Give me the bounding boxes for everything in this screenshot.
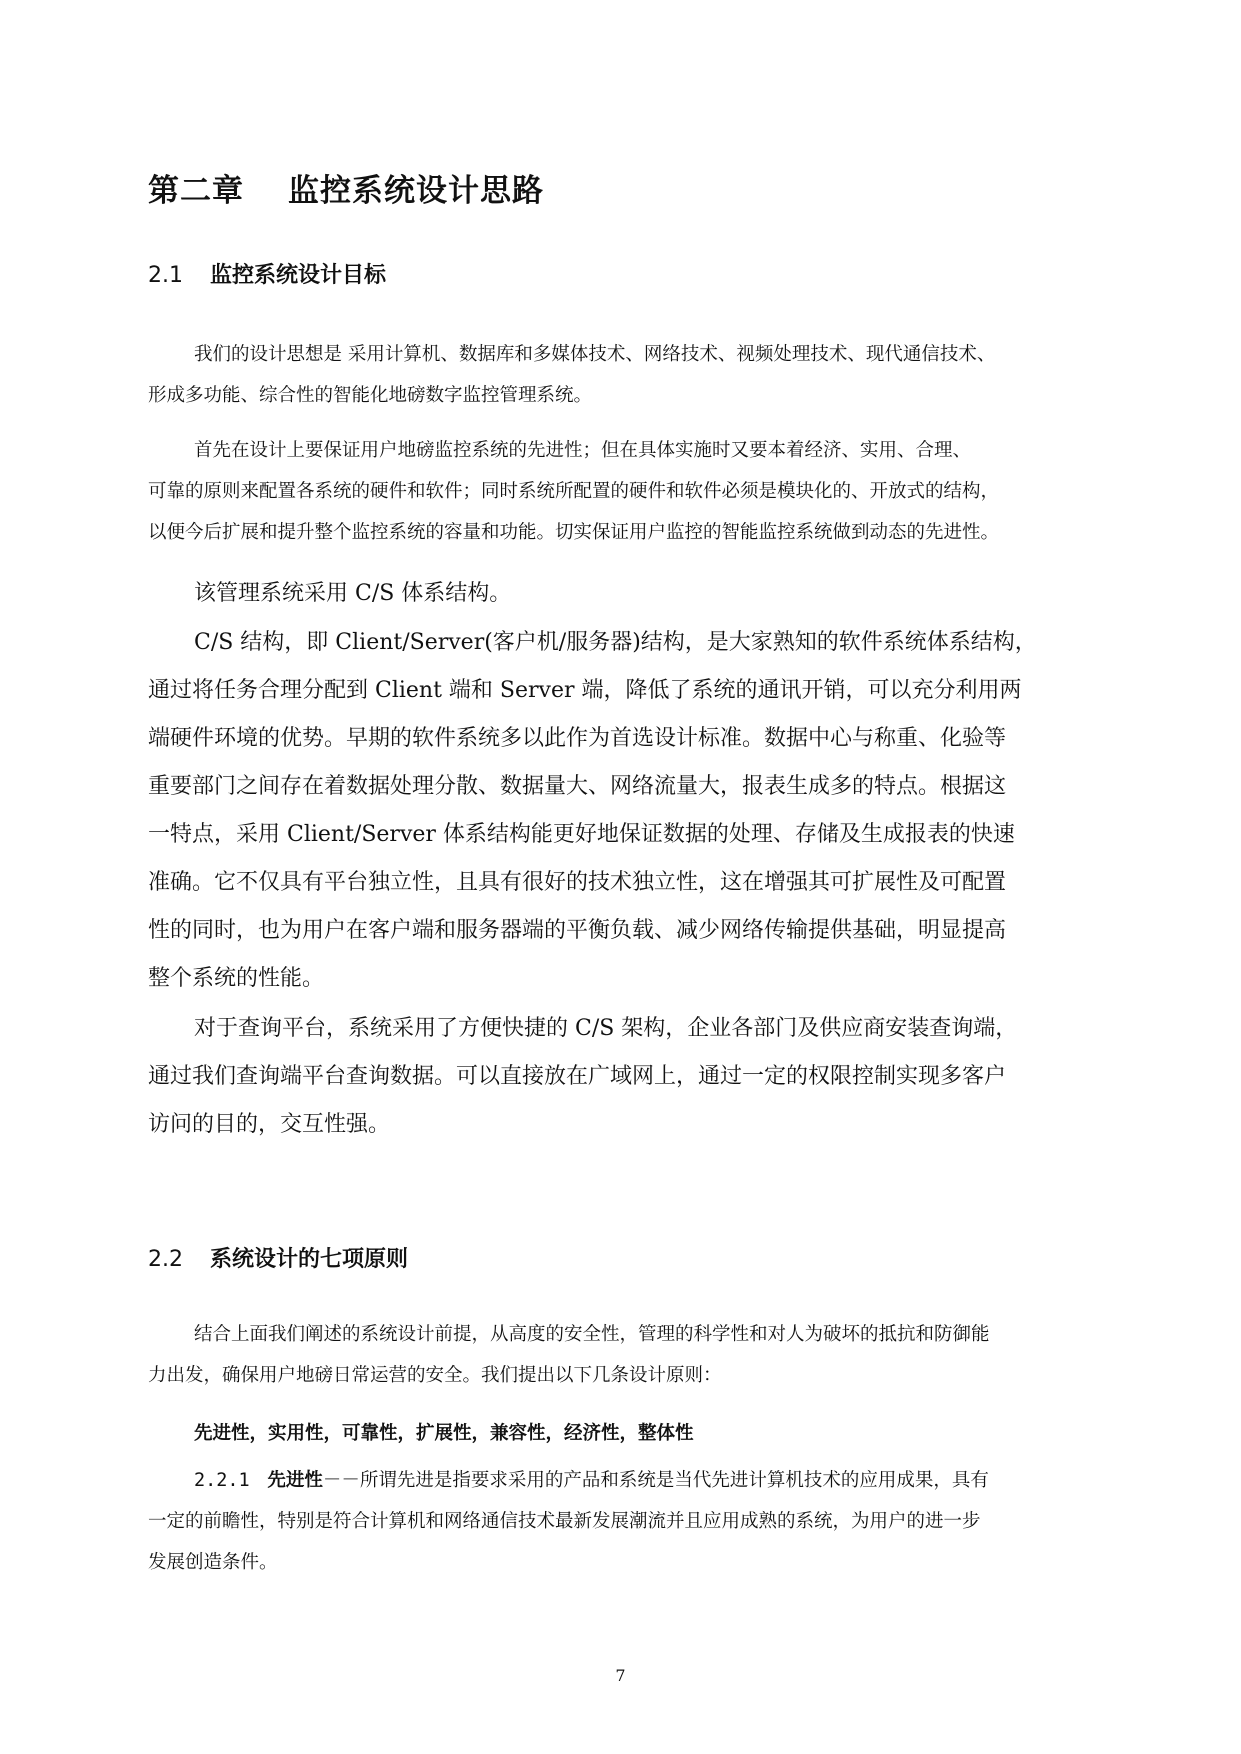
chapter-title bbox=[148, 165, 544, 210]
section-title-text: 监控系统设计目标 bbox=[210, 263, 387, 288]
section-title-text: 系统设计的七项原则 bbox=[210, 1247, 409, 1272]
paragraph-line: 一特点，采用 Client/Server 体系结构能更好地保证数据的处理、存储及生成报表的快速 bbox=[148, 822, 1015, 847]
paragraph-advancement-principle bbox=[148, 1466, 1118, 1589]
paragraph-line: 准确。它不仅具有平台独立性，且具有很好的技术独立性，这在增强其可扩展性及可配置 bbox=[148, 870, 1007, 895]
section-heading-2-2 bbox=[148, 1242, 408, 1273]
subsection-term: 先进性 bbox=[267, 1470, 323, 1491]
paragraph-line: 对于查询平台，系统采用了方便快捷的 C/S 架构，企业各部门及供应商安装查询端， bbox=[194, 1016, 1018, 1041]
paragraph-line: 首先在设计上要保证用户地磅监控系统的先进性；但在具体实施时又要本着经济、实用、合理、 bbox=[194, 440, 972, 461]
page-number: 7 bbox=[615, 1666, 626, 1685]
paragraph-line: 一定的前瞻性，特别是符合计算机和网络通信技术最新发展潮流并且应用成熟的系统，为用户的进一步 bbox=[148, 1511, 981, 1532]
principles-text: 先进性，实用性，可靠性，扩展性，兼容性，经济性，整体性 bbox=[194, 1423, 694, 1444]
paragraph-query-platform bbox=[148, 1011, 1118, 1155]
paragraph-line: 以便今后扩展和提升整个监控系统的容量和功能。切实保证用户监控的智能监控系统做到动态的先进性。 bbox=[148, 522, 1000, 543]
chapter-title-text: 监控系统设计思路 bbox=[288, 173, 544, 209]
section-number: 2.1 bbox=[148, 263, 183, 288]
paragraph-line: 发展创造条件。 bbox=[148, 1552, 278, 1573]
principles-list bbox=[148, 1419, 1118, 1460]
paragraph-line: 重要部门之间存在着数据处理分散、数据量大、网络流量大，报表生成多的特点。根据这 bbox=[148, 774, 1007, 799]
paragraph-line: 访问的目的，交互性强。 bbox=[148, 1112, 391, 1137]
paragraph-line: 该管理系统采用 C/S 体系结构。 bbox=[194, 581, 512, 606]
paragraph-line: 力出发，确保用户地磅日常运营的安全。我们提出以下几条设计原则： bbox=[148, 1365, 722, 1386]
section-number: 2.2 bbox=[148, 1247, 183, 1272]
paragraph-line bbox=[148, 1466, 1118, 1507]
paragraph-line: C/S 结构，即 Client/Server(客户机/服务器)结构，是大家熟知的软件系统体系结构， bbox=[194, 630, 1037, 655]
subsection-text: －－所谓先进是指要求采用的产品和系统是当代先进计算机技术的应用成果，具有 bbox=[322, 1470, 989, 1491]
paragraph-cs-architecture bbox=[148, 576, 1118, 624]
paragraph-line: 结合上面我们阐述的系统设计前提，从高度的安全性，管理的科学性和对人为破坏的抵抗和防御能 bbox=[194, 1324, 990, 1345]
paragraph-advancement bbox=[148, 436, 1118, 559]
paragraph-line: 我们的设计思想是 采用计算机、数据库和多媒体技术、网络技术、视频处理技术、现代通信技术、 bbox=[194, 344, 996, 365]
section-heading-2-1 bbox=[148, 258, 386, 289]
paragraph-line: 形成多功能、综合性的智能化地磅数字监控管理系统。 bbox=[148, 385, 593, 406]
paragraph-line: 通过将任务合理分配到 Client 端和 Server 端，降低了系统的通讯开销，可以充分利用两 bbox=[148, 678, 1022, 703]
paragraph-line: 整个系统的性能。 bbox=[148, 966, 325, 991]
paragraph-line: 端硬件环境的优势。早期的软件系统多以此作为首选设计标准。数据中心与称重、化验等 bbox=[148, 726, 1007, 751]
paragraph-cs-structure bbox=[148, 625, 1118, 1009]
paragraph-line: 通过我们查询端平台查询数据。可以直接放在广域网上，通过一定的权限控制实现多客户 bbox=[148, 1064, 1007, 1089]
paragraph-principles-intro bbox=[148, 1320, 1118, 1402]
chapter-number: 第二章 bbox=[148, 173, 244, 209]
paragraph-line: 性的同时，也为用户在客户端和服务器端的平衡负载、减少网络传输提供基础，明显提高 bbox=[148, 918, 1007, 943]
paragraph-design-idea bbox=[148, 340, 1118, 422]
paragraph-line: 可靠的原则来配置各系统的硬件和软件；同时系统所配置的硬件和软件必须是模块化的、开放式的结构， bbox=[148, 481, 1000, 502]
subsection-number: 2.2.1 bbox=[194, 1470, 250, 1491]
